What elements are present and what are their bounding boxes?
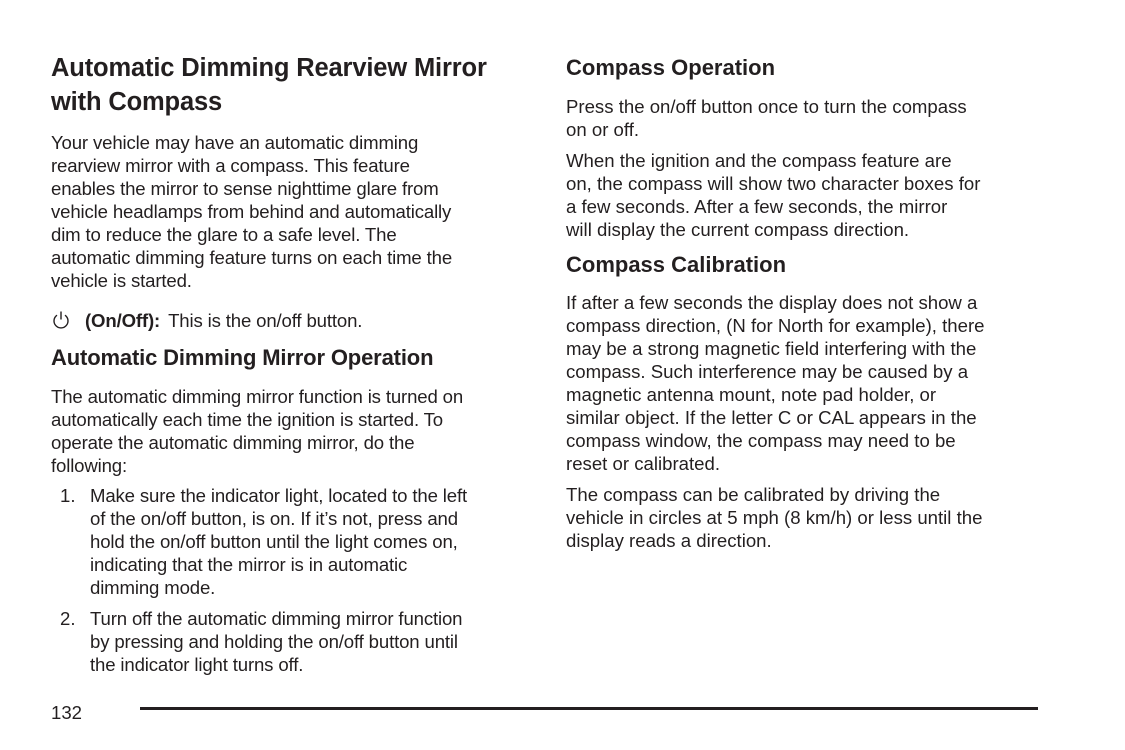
step-number: 1. bbox=[60, 485, 76, 506]
text-line: automatically each time the ignition is started. To bbox=[51, 409, 443, 430]
step-number: 2. bbox=[60, 608, 76, 629]
text-line: with Compass bbox=[51, 87, 223, 116]
text-line: hold the on/off button until the light comes on, bbox=[90, 531, 458, 552]
text-line: display reads a direction. bbox=[566, 530, 772, 551]
text-line: Automatic Dimming Rearview Mirror bbox=[51, 54, 487, 82]
text-line: dim to reduce the glare to a safe level. The bbox=[51, 224, 397, 245]
text-line: the indicator light turns off. bbox=[90, 654, 304, 675]
text-line: vehicle headlamps from behind and automatically bbox=[51, 201, 452, 222]
calibration-paragraph bbox=[566, 291, 985, 475]
footer-rule bbox=[140, 707, 1038, 710]
text-line: following: bbox=[51, 455, 128, 476]
text-line: enables the mirror to sense nighttime glare from bbox=[51, 178, 439, 199]
text-line: compass direction, (N for North for example), there bbox=[566, 315, 985, 336]
text-line: similar object. If the letter C or CAL appears in the bbox=[566, 407, 977, 428]
text-line: Your vehicle may have an automatic dimming bbox=[51, 132, 419, 153]
text-line: on, the compass will show two character boxes for bbox=[566, 173, 981, 194]
step-text bbox=[90, 484, 467, 599]
text-line: reset or calibrated. bbox=[566, 453, 720, 474]
text-line: vehicle in circles at 5 mph (8 km/h) or less until the bbox=[566, 507, 983, 528]
text-line: of the on/off button, is on. If it’s not, press and bbox=[90, 508, 458, 529]
text-line: compass window, the compass may need to be bbox=[566, 430, 956, 451]
text-line: magnetic antenna mount, note pad holder, or bbox=[566, 384, 937, 405]
text-line: compass. Such interference may be caused by a bbox=[566, 361, 969, 382]
operation-heading: Automatic Dimming Mirror Operation bbox=[51, 345, 434, 370]
text-line: may be a strong magnetic field interfering with the bbox=[566, 338, 977, 359]
text-line: will display the current compass direction. bbox=[566, 219, 910, 240]
compass-op-paragraph bbox=[566, 95, 967, 141]
compass-op-paragraph bbox=[566, 149, 980, 241]
intro-paragraph bbox=[51, 131, 452, 292]
step-text bbox=[90, 607, 462, 676]
text-line: automatic dimming feature turns on each time the bbox=[51, 247, 453, 268]
text-line: dimming mode. bbox=[90, 577, 216, 598]
operation-paragraph bbox=[51, 385, 463, 477]
section-title bbox=[51, 52, 487, 119]
text-line: indicating that the mirror is in automatic bbox=[90, 554, 408, 575]
text-line: Press the on/off button once to turn the compass bbox=[566, 96, 967, 117]
text-line: on or off. bbox=[566, 119, 640, 140]
compass-operation-heading: Compass Operation bbox=[566, 55, 776, 80]
text-line: a few seconds. After a few seconds, the mirror bbox=[566, 196, 948, 217]
onoff-text: This is the on/off button. bbox=[168, 310, 363, 331]
power-icon bbox=[51, 310, 73, 330]
text-line: vehicle is started. bbox=[51, 270, 192, 291]
compass-calibration-heading: Compass Calibration bbox=[566, 252, 787, 277]
text-line: The automatic dimming mirror function is turned on bbox=[51, 386, 464, 407]
text-line: rearview mirror with a compass. This feature bbox=[51, 155, 410, 176]
text-line: by pressing and holding the on/off button until bbox=[90, 631, 458, 652]
text-line: operate the automatic dimming mirror, do the bbox=[51, 432, 415, 453]
text-line: When the ignition and the compass feature are bbox=[566, 150, 952, 171]
text-line: The compass can be calibrated by driving the bbox=[566, 484, 941, 505]
text-line: If after a few seconds the display does not show a bbox=[566, 292, 978, 313]
page-number: 132 bbox=[51, 702, 83, 723]
text-line: Turn off the automatic dimming mirror function bbox=[90, 608, 463, 629]
calibration-paragraph bbox=[566, 483, 982, 552]
text-line: Make sure the indicator light, located to the left bbox=[90, 485, 467, 506]
onoff-label: (On/Off): bbox=[85, 310, 161, 331]
onoff-line bbox=[51, 309, 362, 332]
